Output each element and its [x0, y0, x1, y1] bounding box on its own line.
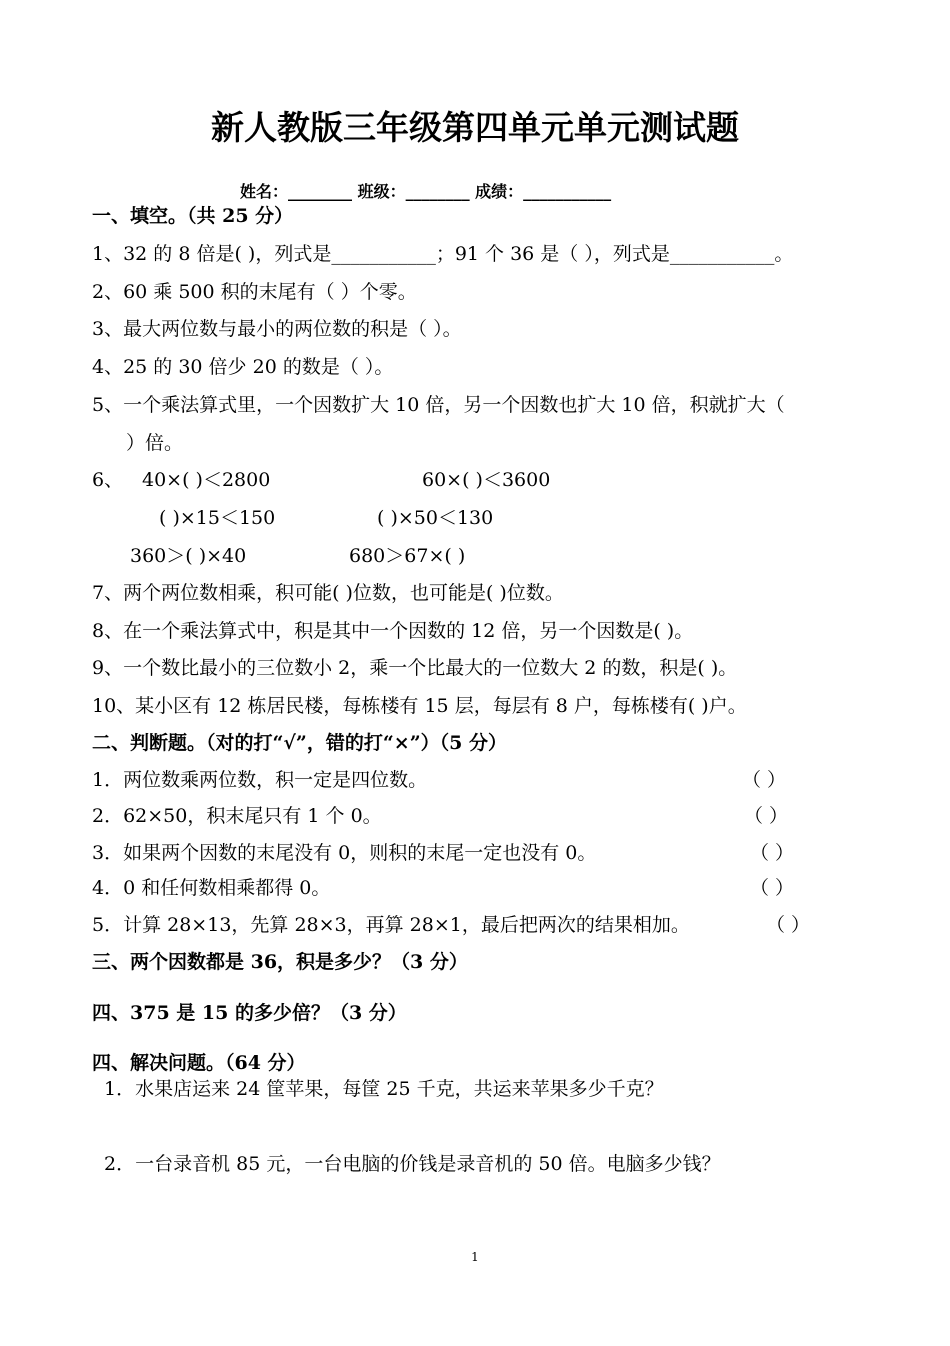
section2-heading: 二、判断题。（对的打“√”，错的打“×”）（5 分） [92, 732, 507, 754]
question-6-f: 680＞67×( ) [349, 545, 466, 567]
judge-paren-2: （ ） [744, 805, 789, 827]
question-1: 1、32 的 8 倍是( )，列式是___________；91 个 36 是（ ），列式是___________。 [92, 243, 794, 265]
judge-item-5: 5．计算 28×13，先算 28×3，再算 28×1，最后把两次的结果相加。 [92, 914, 690, 936]
page-title: 新人教版三年级第四单元单元测试题 [211, 108, 739, 147]
question-5-line2: ）倍。 [126, 432, 184, 454]
question-8: 8、在一个乘法算式中，积是其中一个因数的 12 倍，另一个因数是( )。 [92, 620, 694, 642]
question-6-b: 60×( )＜3600 [422, 469, 551, 491]
question-6-e: 360＞( )×40 [130, 545, 247, 567]
judge-paren-1: （ ） [742, 769, 787, 791]
judge-item-1: 1．两位数乘两位数，积一定是四位数。 [92, 769, 428, 791]
question-6-a: 40×( )＜2800 [142, 469, 271, 491]
question-6-d: ( )×50＜130 [377, 507, 494, 529]
judge-paren-3: （ ） [750, 842, 795, 864]
question-6-label: 6、 [92, 469, 124, 491]
section4-heading: 四、375 是 15 的多少倍？（3 分） [92, 1002, 407, 1024]
judge-paren-4: （ ） [750, 877, 795, 899]
page-number: 1 [471, 1250, 479, 1264]
judge-item-3: 3．如果两个因数的末尾没有 0，则积的末尾一定也没有 0。 [92, 842, 597, 864]
question-3: 3、最大两位数与最小的两位数的积是（ ）。 [92, 318, 462, 340]
question-7: 7、两个两位数相乘，积可能( )位数，也可能是( )位数。 [92, 582, 564, 604]
question-10: 10、某小区有 12 栋居民楼，每栋楼有 15 层，每层有 8 户，每栋楼有( )户。 [92, 695, 747, 717]
section1-heading: 一、填空。（共 25 分） [92, 205, 294, 227]
question-5-line1: 5、一个乘法算式里，一个因数扩大 10 倍，另一个因数也扩大 10 倍，积就扩大（ [92, 394, 785, 416]
question-6-c: ( )×15＜150 [159, 507, 276, 529]
section5-heading: 四、解决问题。（64 分） [92, 1052, 306, 1074]
section3-heading: 三、两个因数都是 36，积是多少？（3 分） [92, 951, 468, 973]
question-9: 9、一个数比最小的三位数小 2，乘一个比最大的一位数大 2 的数，积是( )。 [92, 657, 738, 679]
judge-paren-5: （ ） [766, 914, 811, 936]
problem-2: 2．一台录音机 85 元，一台电脑的价钱是录音机的 50 倍。电脑多少钱？ [104, 1153, 721, 1175]
problem-1: 1．水果店运来 24 筐苹果，每筐 25 千克，共运来苹果多少千克？ [104, 1078, 664, 1100]
judge-item-2: 2．62×50，积末尾只有 1 个 0。 [92, 805, 382, 827]
question-4: 4、25 的 30 倍少 20 的数是（ ）。 [92, 356, 394, 378]
student-info-line: 姓名：________ 班级：________ 成绩：___________ [240, 182, 612, 201]
judge-item-4: 4．0 和任何数相乘都得 0。 [92, 877, 331, 899]
question-2: 2、60 乘 500 积的末尾有（ ）个零。 [92, 281, 417, 303]
